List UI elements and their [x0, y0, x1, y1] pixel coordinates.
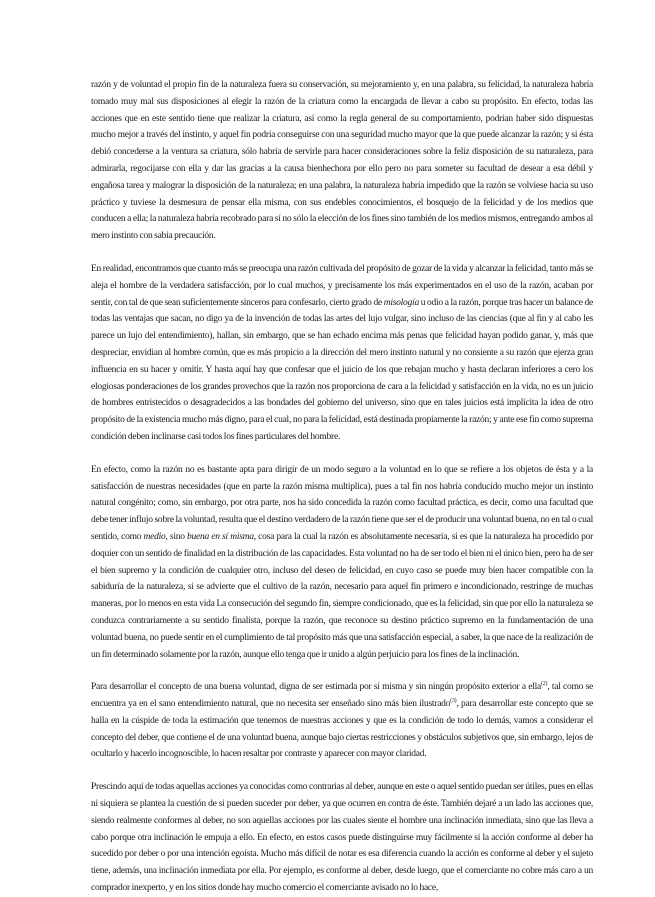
italic-text: misología: [383, 297, 419, 308]
paragraph: [91, 779, 593, 897]
paragraph-text: u odio a la razón, porque tras hacer un balance de todas las ventajas que sacan, no digo ya de la invención de todas las artes del lujo vulgar, sino incluso de las ciencias (que al fin y al cabo les parece un lujo del entendimiento), hallan, sin embargo, que se han echado encima más penas que felicidad hayan podido ganar, y, más que despreciar, envidian al hombre común, que es más propicio a la dirección del mero instinto natural y no consiente a su razón que ejerza gran influencia en su hacer y omitir. Y hasta aquí hay que confesar que el juicio de los que rebajan mucho y hasta declaran inferiores a cero los elogiosas ponderaciones de los grandes provechos que la razón nos proporciona de cara a la felicidad y satisfacción en la vida, no es un juicio de hombres entristecidos o desagradecidos a las bondades del gobierno del universo, sino que en tales juicios está implícita la idea de otro propósito de la existencia mucho más digno, para el cual, no para la felicidad, está destinada propiamente la razón; y ante ese fin como suprema condición deben inclinarse casi todos los fines particulares del hombre.: [91, 297, 593, 442]
paragraph-text: En realidad, encontramos que cuanto más se preocupa una razón cultivada del propósito de gozar de la vida y alcanzar la felicidad, tanto más se aleja el hombre de la verdadera satisfacción, por lo cual muchos, y precisamente los más experimentados en el uso de la razón, acaban por sentir, con tal de que sean suficientemente sinceros para confesarlo, cierto grado de: [91, 263, 593, 308]
paragraph-text: , sino: [165, 531, 188, 542]
paragraph: [91, 261, 593, 446]
italic-text: medio: [143, 531, 166, 542]
paragraph-text: , tal como se encuentra ya en el sano entendimiento natural, que no necesita ser enseñado sino más bien ilustrado: [91, 682, 593, 710]
footnote-ref: (3): [450, 697, 457, 704]
paragraph: [91, 679, 593, 763]
paragraph-text: En efecto, como la razón no es bastante apta para dirigir de un modo seguro a la voluntad en lo que se refiere a los objetos de ésta y a la satisfacción de nuestras necesidades (que en parte la razón misma multiplica), pues a tal fin nos habría conducido mucho mejor un instinto natural congénito; como, sin embargo, por otra parte, nos ha sido concedida la razón como facultad práctica, es decir, como una facultad que debe tener influjo sobre la voluntad, resulta que el destino verdadero de la razón tiene que ser el de producir una voluntad buena, no en tal o cual sentido, como: [91, 464, 593, 542]
paragraph-text: Para desarrollar el concepto de una buena voluntad, digna de ser estimada por sí misma y sin ningún propósito exterior a ella: [91, 682, 541, 693]
paragraph: [91, 462, 593, 664]
footnote-ref: (2): [540, 681, 548, 688]
paragraph-text: razón y de voluntad el propio fin de la naturaleza fuera su conservación, su mejoramiento y, en una palabra, su felicidad, la naturaleza habría tomado muy mal sus disposiciones al elegir la razón de la criatura como la encargada de llevar a cabo su propósito. En efecto, todas las acciones que en este sentido tiene que realizar la criatura, así como la regla general de su comportamiento, podrían haber sido dispuestas mucho mejor a través del instinto, y aquel fin podría conseguirse con una seguridad mucho mayor que la que puede alcanzar la razón; y si ésta debió concederse a la ventura sa criatura, sólo habría de servirle para hacer consideraciones sobre la feliz disposición de su naturaleza, para admirarla, regocijarse con ella y dar las gracias a la causa bienhechora por ello pero no para someter su facultad de desear a esa débil y engañosa tarea y malograr la disposición de la naturaleza; en una palabra, la naturaleza habría impedido que la razón se volviese hacia su uso práctico y tuviese la desmesura de pensar ella misma, con sus endebles conocimientos, el bosquejo de la felicidad y de los medios que conducen a ella; la naturaleza habría recobrado para sí no sólo la elección de los fines sino también de los medios mismos, entregando ambos al mero instinto con sabia precaución.: [91, 80, 593, 242]
italic-text: buena en sí misma: [187, 531, 254, 542]
text-body: [91, 77, 593, 897]
paragraph: [91, 77, 593, 245]
paragraph-text: Prescindo aquí de todas aquellas acciones ya conocidas como contrarias al deber, aunque en este o aquel sentido puedan ser útiles, pues en ellas ni siquiera se plantea la cuestión de si pueden suceder por deber, ya que ocurren en contra de éste. También dejaré a un lado las acciones que, siendo realmente conformes al deber, no son aquellas acciones por las cuales siente el hombre una inclinación inmediata, sino que las lleva a cabo porque otra inclinación le empuja a ello. En efecto, en estos casos puede distinguirse muy fácilmente si la acción conforme al deber ha sucedido por deber o por una intención egoísta. Mucho más difícil de notar es esa diferencia cuando la acción es conforme al deber y el sujeto tiene, además, una inclinación inmediata por ella. Por ejemplo, es conforme al deber, desde luego, que el comerciante no cobre más caro a un comprador inexperto, y en los sitios donde hay mucho comercio el comerciante avisado no lo hace,: [91, 782, 593, 894]
paragraph-text: , para desarrollar este concepto que se halla en la cúspide de toda la estimación que tenemos de nuestras acciones y que es la condición de todo lo demás, vamos a considerar el concepto del deber, que contiene el de una voluntad buena, aunque bajo ciertas restricciones y obstáculos subjetivos que, sin embargo, lejos de ocultarlo y hacerlo incognoscible, lo hacen resaltar por contraste y aparecer con mayor claridad.: [91, 699, 593, 760]
paragraph-text: , cosa para la cual la razón es absolutamente necesaria, si es que la naturaleza ha procedido por doquier con un sentido de finalidad en la distribución de las capacidades. Esta voluntad no ha de ser todo el bien ni el único bien, pero ha de ser el bien supremo y la condición de cualquier otro, incluso del deseo de felicidad, en cuyo caso se puede muy bien hacer compatible con la sabiduría de la naturaleza, si se advierte que el cultivo de la razón, necesario para aquel fin primero e incondicionado, restringe de muchas maneras, por lo menos en esta vida La consecución del segundo fin, siempre condicionado, que es la felicidad, sin que por ello la naturaleza se conduzca contrariamente a su sentido finalista, porque la razón, que reconoce su destino práctico supremo en la fundamentación de una voluntad buena, no puede sentir en el cumplimiento de tal propósito más que una satisfacción especial, a saber, la que nace de la realización de un fin determinado solamente por la razón, aunque ello tenga que ir unido a algún perjuicio para los fines de la inclinación.: [91, 531, 593, 660]
